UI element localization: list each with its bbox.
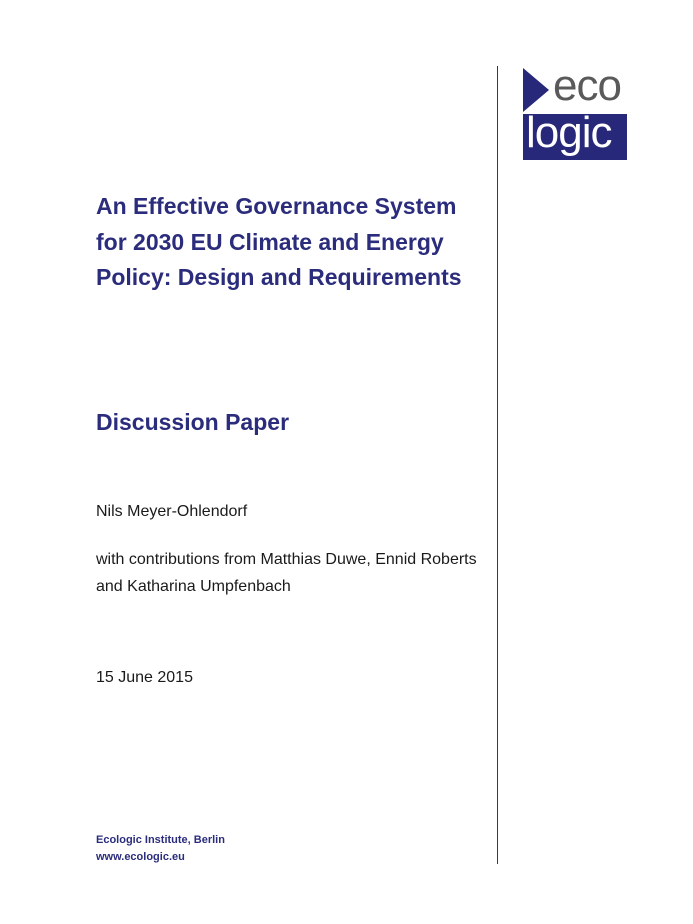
footer <box>96 832 225 866</box>
logo-bottom-block <box>523 108 627 160</box>
logo-word-logic: logic <box>526 108 612 157</box>
document-title: An Effective Governance System for 2030 EU Climate and Energy Policy: Design and Requirements <box>96 193 462 290</box>
contributors: with contributions from Matthias Duwe, Ennid Roberts and Katharina Umpfenbach <box>96 551 477 595</box>
logo-word-eco: eco <box>553 61 621 110</box>
publication-date: 15 June 2015 <box>96 669 193 686</box>
footer-website: www.ecologic.eu <box>96 851 185 863</box>
vertical-divider <box>497 66 498 864</box>
ecologic-logo <box>523 61 627 160</box>
footer-institute: Ecologic Institute, Berlin <box>96 834 225 846</box>
author-name: Nils Meyer-Ohlendorf <box>96 503 248 520</box>
logo-triangle-icon <box>523 68 549 112</box>
document-type: Discussion Paper <box>96 409 290 435</box>
logo-top-row <box>523 61 627 112</box>
